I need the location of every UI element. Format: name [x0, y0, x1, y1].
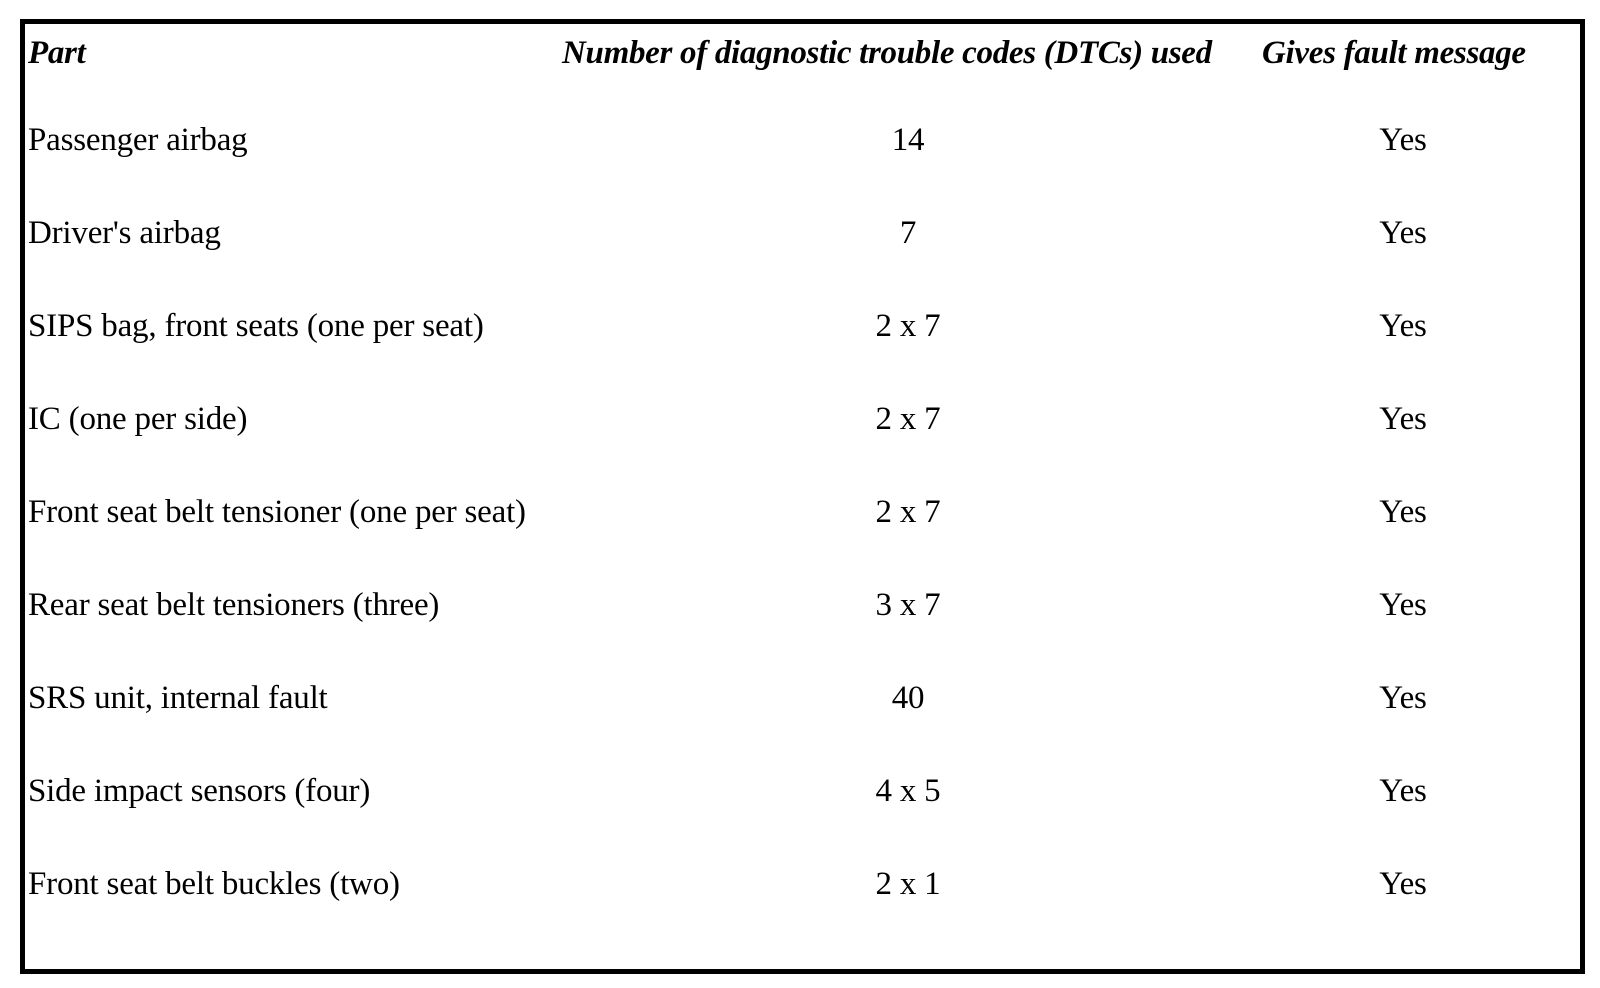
cell-part: Rear seat belt tensioners (three) [28, 587, 440, 623]
cell-fault-message: Yes [1379, 122, 1427, 158]
cell-part: Front seat belt tensioner (one per seat) [28, 494, 526, 530]
cell-part: Side impact sensors (four) [28, 773, 371, 809]
table-row [25, 583, 1580, 643]
cell-fault-message: Yes [1379, 494, 1427, 530]
cell-part: Passenger airbag [28, 122, 248, 158]
table-row [25, 304, 1580, 364]
cell-dtc-count: 7 [899, 215, 917, 251]
table-row [25, 676, 1580, 736]
cell-part: IC (one per side) [28, 401, 248, 437]
table-row [25, 118, 1580, 178]
header-fault-message: Gives fault message [1262, 35, 1526, 71]
cell-fault-message: Yes [1379, 866, 1427, 902]
table-row [25, 490, 1580, 550]
table-row [25, 862, 1580, 922]
cell-dtc-count: 2 x 7 [875, 494, 941, 530]
table-row [25, 397, 1580, 457]
cell-part: Driver's airbag [28, 215, 221, 251]
cell-part: SIPS bag, front seats (one per seat) [28, 308, 484, 344]
cell-fault-message: Yes [1379, 773, 1427, 809]
table-header-row [25, 24, 1580, 84]
cell-fault-message: Yes [1379, 215, 1427, 251]
cell-dtc-count: 2 x 7 [875, 401, 941, 437]
cell-part: Front seat belt buckles (two) [28, 866, 400, 902]
header-dtc-count: Number of diagnostic trouble codes (DTCs) used [562, 35, 1212, 71]
cell-dtc-count: 14 [891, 122, 925, 158]
cell-dtc-count: 3 x 7 [875, 587, 941, 623]
cell-fault-message: Yes [1379, 308, 1427, 344]
cell-dtc-count: 40 [891, 680, 925, 716]
cell-fault-message: Yes [1379, 401, 1427, 437]
cell-dtc-count: 4 x 5 [875, 773, 941, 809]
table-row [25, 211, 1580, 271]
table-frame [20, 19, 1585, 974]
cell-fault-message: Yes [1379, 680, 1427, 716]
table-row [25, 769, 1580, 829]
cell-dtc-count: 2 x 1 [875, 866, 941, 902]
cell-fault-message: Yes [1379, 587, 1427, 623]
cell-dtc-count: 2 x 7 [875, 308, 941, 344]
cell-part: SRS unit, internal fault [28, 680, 328, 716]
header-part: Part [28, 35, 86, 71]
